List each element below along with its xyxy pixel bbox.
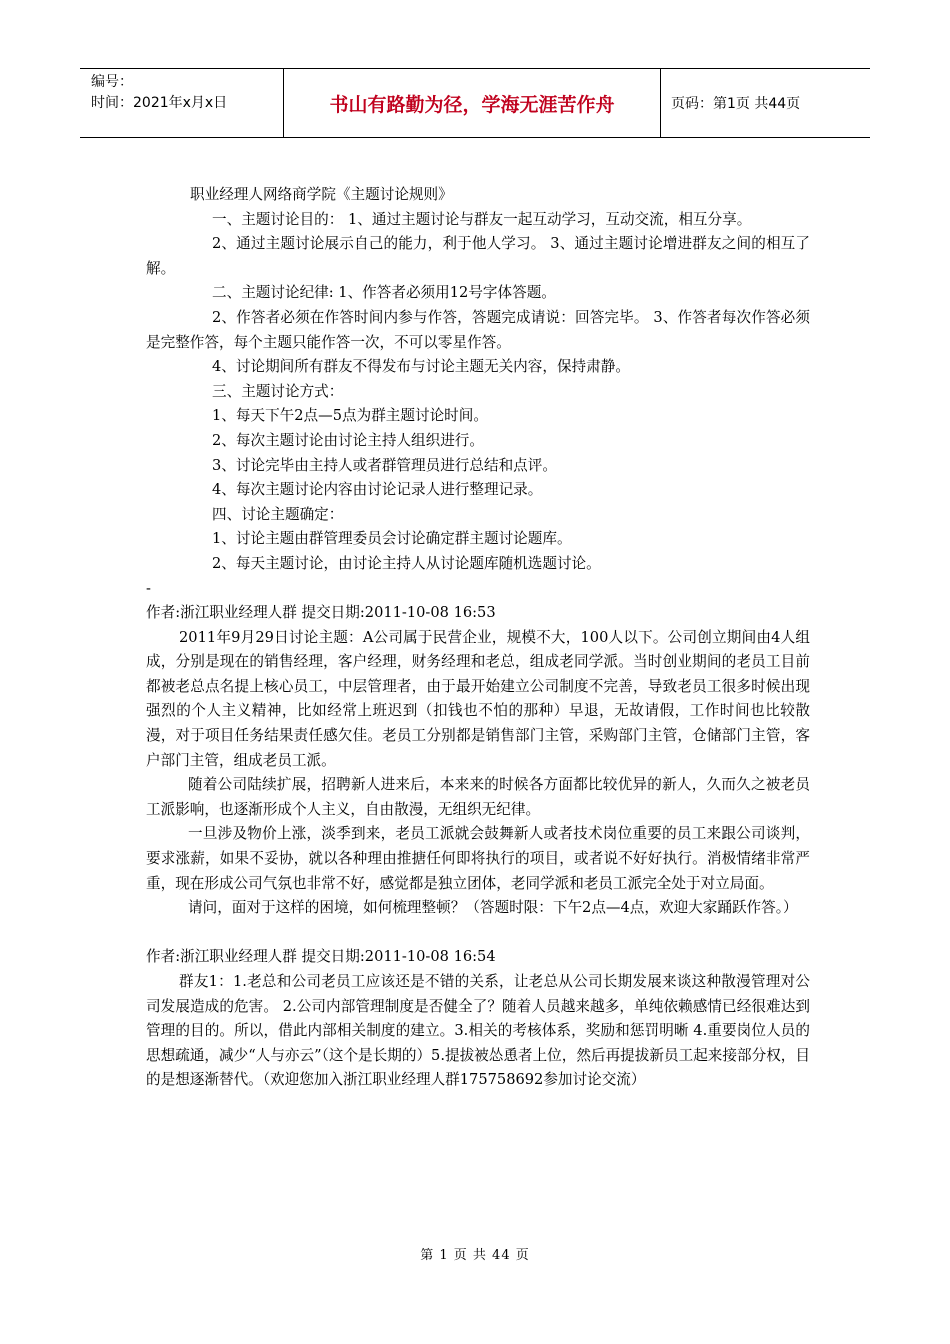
number-label: 编号： — [91, 74, 133, 90]
header-page-info: 页码：第1页 共44页 — [671, 96, 801, 112]
paragraph: 3、讨论完毕由主持人或者群管理员进行总结和点评。 — [212, 456, 557, 474]
paragraph: 随着公司陆续扩展，招聘新人进来后，本来来的时候各方面都比较优异的新人，久而久之被老员工派影响，也逐渐形成个人主义，自由散漫，无组织无纪律。 — [146, 776, 810, 818]
paragraph: 4、讨论期间所有群友不得发布与讨论主题无关内容，保持肃静。 — [212, 358, 630, 376]
paragraph: 三、主题讨论方式： — [212, 382, 344, 400]
page-header — [80, 68, 870, 138]
paragraph: 群友1：1.老总和公司老员工应该还是不错的关系，让老总从公司长期发展来谈这种散漫管理对公司发展造成的危害。 2.公司内部管理制度是否健全了？随着人员越来越多，单纯依赖感情已经很难达到管理的目的。所以，借此内部相关制度的建立。3.相关的考核体系，奖励和惩罚明晰 4.重要岗位人员的思想疏通，减少“人与亦云”（这个是长期的）5.提拔被怂恿者上位，然后再提拔新员工起来接部分权，目的是想逐渐替代。（欢迎您加入浙江职业经理人群175758692参加讨论交流） — [146, 973, 810, 1089]
paragraph: 1、每天下午2点—5点为群主题讨论时间。 — [212, 407, 488, 425]
author-line: 作者:浙江职业经理人群 提交日期:2011-10-08 16:53 — [146, 604, 496, 622]
header-meta-cell — [80, 69, 283, 137]
paragraph: 2、每天主题讨论，由讨论主持人从讨论题库随机选题讨论。 — [212, 554, 601, 572]
time-label: 时间：2021年x月x日 — [91, 95, 228, 111]
paragraph: 2、通过主题讨论展示自己的能力，利于他人学习。 3、通过主题讨论增进群友之间的相互了解。 — [146, 235, 810, 277]
document-body — [146, 183, 810, 1093]
doc-title: 职业经理人网络商学院《主题讨论规则》 — [190, 186, 453, 203]
paragraph: 1、讨论主题由群管理委员会讨论确定群主题讨论题库。 — [212, 530, 572, 548]
paragraph: 一旦涉及物价上涨，淡季到来，老员工派就会鼓舞新人或者技术岗位重要的员工来跟公司谈判，要求涨薪，如果不妥协，就以各种理由推搪任何即将执行的项目，或者说不好好执行。消极情绪非常严重，现在形成公司气氛也非常不好，感觉都是独立团体，老同学派和老员工派完全处于对立局面。 — [146, 825, 810, 892]
author-line: 作者:浙江职业经理人群 提交日期:2011-10-08 16:54 — [146, 948, 496, 966]
header-motto: 书山有路勤为径，学海无涯苦作舟 — [283, 69, 661, 137]
page-footer: 第 1 页 共 44 页 — [420, 1248, 530, 1263]
paragraph: 4、每次主题讨论内容由讨论记录人进行整理记录。 — [212, 481, 543, 499]
blank-line — [146, 921, 810, 946]
paragraph: 2011年9月29日讨论主题：A公司属于民营企业，规模不大，100人以下。公司创立期间由4人组成，分别是现在的销售经理，客户经理，财务经理和老总，组成老同学派。当时创业期间的老员工目前都被老总点名提上核心员工，中层管理者，由于最开始建立公司制度不完善，导致老员工很多时候出现强烈的个人主义精神，比如经常上班迟到（扣钱也不怕的那种）早退，无故请假，工作时间也比较散漫，对于项目任务结果责任感欠佳。老员工分别都是销售部门主管，采购部门主管，仓储部门主管，客户部门主管，组成老员工派。 — [146, 628, 810, 769]
paragraph: 一、主题讨论目的： 1、通过主题讨论与群友一起互动学习，互动交流，相互分享。 — [212, 210, 752, 228]
paragraph: 2、每次主题讨论由讨论主持人组织进行。 — [212, 431, 484, 449]
dash-separator: - — [146, 579, 151, 597]
paragraph: 请问，面对于这样的困境，如何梳理整顿？（答题时限：下午2点—4点，欢迎大家踊跃作答。） — [188, 899, 798, 917]
paragraph: 四、讨论主题确定： — [212, 505, 344, 523]
paragraph: 二、主题讨论纪律: 1、作答者必须用12号字体答题。 — [212, 284, 556, 302]
paragraph: 2、作答者必须在作答时间内参与作答，答题完成请说：回答完毕。 3、作答者每次作答必须是完整作答，每个主题只能作答一次，不可以零星作答。 — [146, 308, 810, 351]
